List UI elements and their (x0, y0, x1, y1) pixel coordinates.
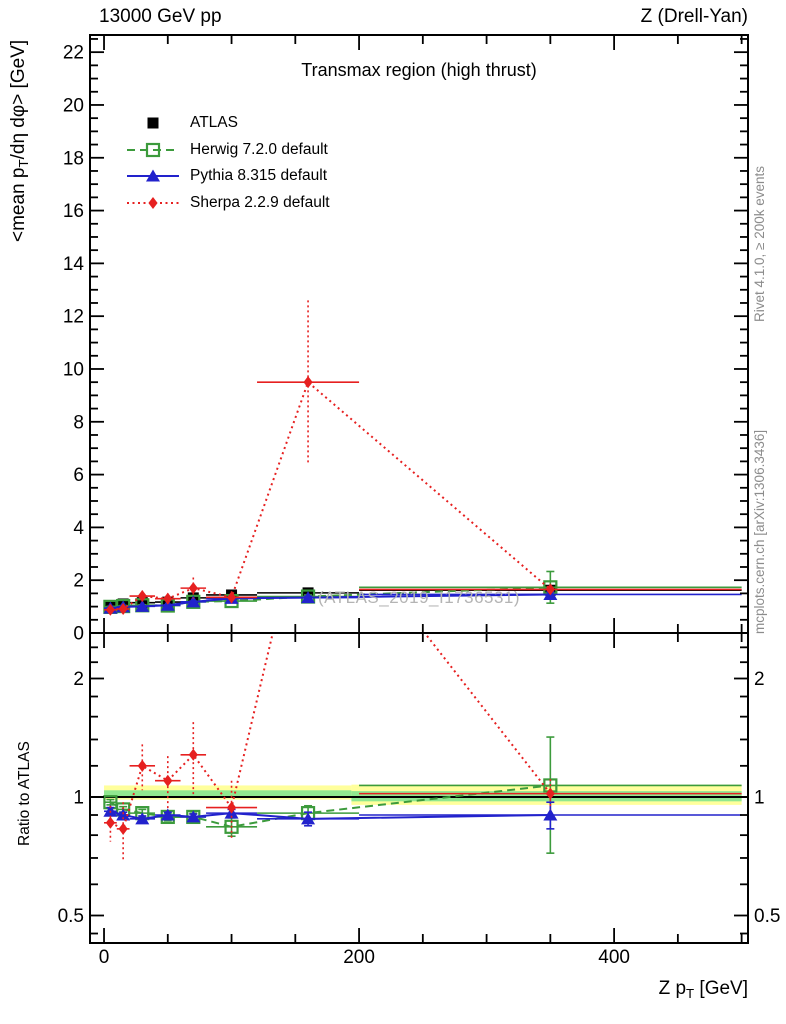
legend-item-sherpa (125, 190, 330, 217)
svg-text:0: 0 (73, 623, 84, 645)
svg-text:4: 4 (73, 517, 84, 539)
svg-text:2: 2 (754, 669, 765, 690)
svg-text:0.5: 0.5 (754, 906, 781, 927)
mcplots-caption: mcplots.cern.ch [arXiv:1306.3436] (752, 429, 767, 634)
legend-item-atlas (125, 110, 330, 137)
svg-text:14: 14 (62, 253, 84, 275)
svg-text:0.5: 0.5 (57, 906, 84, 927)
svg-text:1: 1 (73, 787, 84, 809)
x-axis-title: Z $p_T$ [GeV] (658, 978, 748, 1001)
legend (125, 110, 330, 216)
svg-text:12: 12 (62, 306, 84, 328)
y-axis-title: <mean $p_T/d\eta$ dφ> [GeV] (8, 39, 31, 242)
ratio-axis-title: Ratio to ATLAS (16, 741, 33, 846)
svg-text:200: 200 (343, 947, 375, 968)
legend-item-pythia (125, 163, 330, 190)
analysis-watermark: (ATLAS_2019_I1736531) (318, 588, 521, 607)
svg-text:20: 20 (62, 95, 84, 117)
svg-text:16: 16 (62, 201, 84, 223)
atlas-marker-icon (125, 115, 181, 131)
svg-text:0: 0 (98, 947, 110, 968)
legend-item-herwig (125, 137, 330, 164)
pythia-marker-icon (125, 168, 181, 184)
plot-title: Transmax region (high thrust) (301, 60, 537, 80)
legend-label: Herwig 7.2.0 default (190, 140, 328, 158)
process-info: Z (Drell-Yan) (640, 6, 748, 27)
svg-text:400: 400 (598, 947, 630, 968)
herwig-marker-icon (125, 142, 181, 158)
svg-text:2: 2 (73, 570, 84, 592)
svg-text:2: 2 (73, 669, 84, 690)
sherpa-marker-icon (125, 195, 181, 211)
legend-label: Sherpa 2.2.9 default (190, 193, 330, 211)
svg-text:10: 10 (62, 359, 84, 381)
legend-label: ATLAS (190, 114, 238, 132)
legend-label: Pythia 8.315 default (190, 167, 328, 185)
rivet-version-caption: Rivet 4.1.0, ≥ 200k events (752, 166, 767, 322)
svg-text:18: 18 (62, 148, 84, 170)
svg-text:1: 1 (754, 787, 765, 809)
svg-text:22: 22 (62, 42, 84, 64)
svg-text:6: 6 (73, 465, 84, 487)
beam-info: 13000 GeV pp (99, 6, 222, 27)
svg-text:8: 8 (73, 412, 84, 434)
